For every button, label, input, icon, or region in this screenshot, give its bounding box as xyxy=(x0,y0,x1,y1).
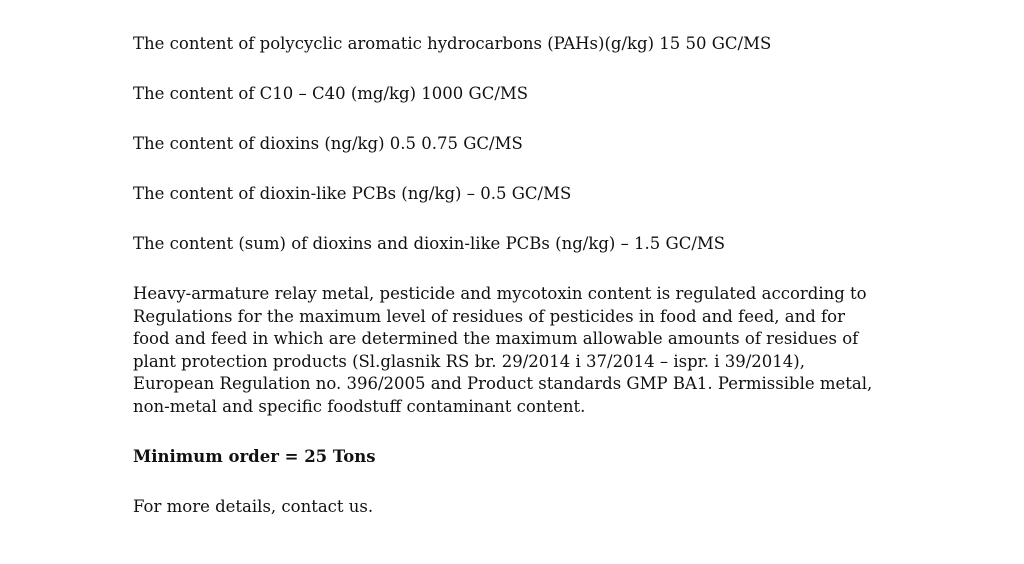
dioxins-content-line: The content of dioxins (ng/kg) 0.5 0.75 GC/MS xyxy=(133,134,523,153)
minimum-order-line: Minimum order = 25 Tons xyxy=(133,447,376,466)
dioxins-sum-line: The content (sum) of dioxins and dioxin-like PCBs (ng/kg) – 1.5 GC/MS xyxy=(133,234,726,253)
c10-c40-content-line: The content of C10 – C40 (mg/kg) 1000 GC/MS xyxy=(133,84,529,103)
contact-line: For more details, contact us. xyxy=(133,497,374,516)
regulation-paragraph: Heavy-armature relay metal, pesticide and mycotoxin content is regulated according to Regulations for the maximum level of residues of pesticides in food and feed, and for food and feed in which are determined the maximum allowable amounts of residues of plant protection products (Sl.glasnik RS br. 29/2014 i 37/2014 – ispr. i 39/2014), European Regulation no. 396/2005 and Product standards GMP BA1. Permissible metal, non-metal and specific foodstuff contaminant content. xyxy=(133,284,873,416)
document-page xyxy=(133,33,873,546)
pah-content-line: The content of polycyclic aromatic hydrocarbons (PAHs)(g/kg) 15 50 GC/MS xyxy=(133,34,772,53)
dioxin-like-pcbs-line: The content of dioxin-like PCBs (ng/kg) – 0.5 GC/MS xyxy=(133,184,572,203)
